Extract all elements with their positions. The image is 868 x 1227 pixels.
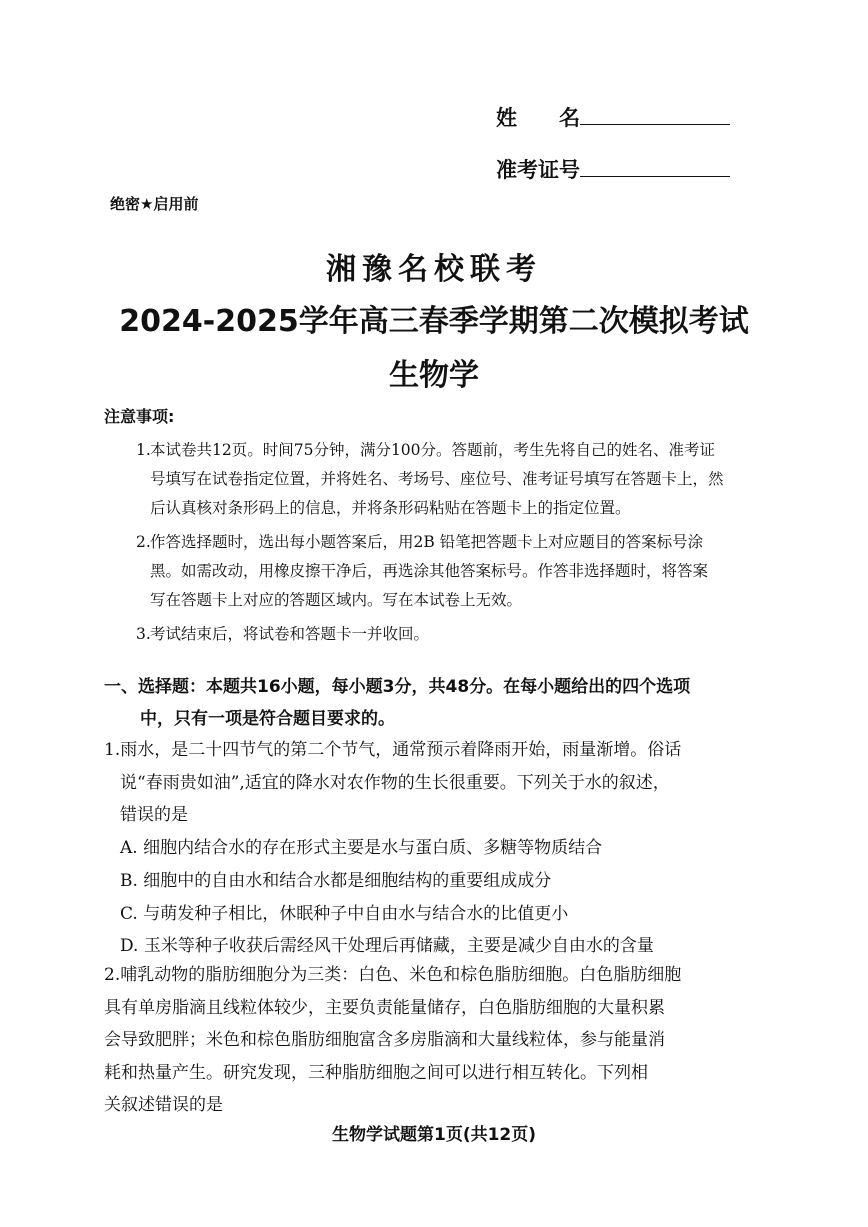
question-1 <box>104 734 768 832</box>
exam-id-field <box>496 154 730 184</box>
notice-heading: 注意事项: <box>104 407 175 426</box>
section-heading <box>104 671 760 735</box>
question-line: 关叙述错误的是 <box>104 1095 223 1115</box>
notice-num: 2. <box>136 533 151 551</box>
notice-num: 3. <box>136 625 151 643</box>
notice-line: 本试卷共12页。时间75分钟，满分100分。答题前，考生先将自己的姓名、准考证 <box>150 441 716 459</box>
notice-item-3 <box>136 620 756 649</box>
page-footer: 生物学试题第1页(共12页) <box>331 1125 537 1145</box>
notice-num: 1. <box>136 441 151 459</box>
question-line: 错误的是 <box>120 805 188 825</box>
notice-item-1 <box>136 436 756 523</box>
notice-line: 作答选择题时，选出每小题答案后，用2B 铅笔把答题卡上对应题目的答案标号涂 <box>150 533 704 551</box>
question-2 <box>104 959 768 1122</box>
exam-id-label: 准考证号 <box>496 158 580 182</box>
exam-id-blank[interactable] <box>580 154 730 177</box>
option-d: D. 玉米等种子收获后需经风干处理后再储藏，主要是减少自由水的含量 <box>120 936 654 956</box>
notice-item-2 <box>136 528 756 615</box>
question-line: 耗和热量产生。研究发现，三种脂肪细胞之间可以进行相互转化。下列相 <box>104 1062 648 1083</box>
question-line: 具有单房脂滴且线粒体较少，主要负责能量储存，白色脂肪细胞的大量积累 <box>104 997 665 1018</box>
exam-title-subject: 生物学 <box>389 358 479 393</box>
question-line: 1.雨水，是二十四节气的第二个节气，通常预示着降雨开始，雨量渐增。俗话 <box>104 740 682 760</box>
notice-line: 后认真核对条形码上的信息，并将条形码粘贴在答题卡上的指定位置。 <box>150 499 631 517</box>
exam-title-term: 2024-2025学年高三春季学期第二次模拟考试 <box>119 304 749 339</box>
notice-line: 考试结束后，将试卷和答题卡一并收回。 <box>150 625 430 643</box>
notice-line: 号填写在试卷指定位置，并将姓名、考场号、座位号、准考证号填写在答题卡上，然 <box>150 470 724 488</box>
exam-title-school: 湘豫名校联考 <box>326 252 542 287</box>
question-line: 说“春雨贵如油”,适宜的降水对农作物的生长很重要。下列关于水的叙述， <box>120 772 670 793</box>
option-c: C. 与萌发种子相比，休眠种子中自由水与结合水的比值更小 <box>120 904 569 924</box>
name-label: 姓 名 <box>496 106 580 130</box>
notice-line: 黑。如需改动，用橡皮擦干净后，再选涂其他答案标号。作答非选择题时，将答案 <box>150 562 709 580</box>
notice-line: 写在答题卡上对应的答题区域内。写在本试卷上无效。 <box>150 591 523 609</box>
question-line: 会导致肥胖；米色和棕色脂肪细胞富含多房脂滴和大量线粒体，参与能量消 <box>104 1030 665 1050</box>
option-a: A. 细胞内结合水的存在形式主要是水与蛋白质、多糖等物质结合 <box>120 838 603 858</box>
question-line: 2.哺乳动物的脂肪细胞分为三类：白色、米色和棕色脂肪细胞。白色脂肪细胞 <box>104 965 682 985</box>
secret-mark: 绝密★启用前 <box>110 195 199 213</box>
name-blank[interactable] <box>580 102 730 125</box>
option-b: B. 细胞中的自由水和结合水都是细胞结构的重要组成成分 <box>120 871 552 891</box>
section-line: 一、选择题：本题共16小题，每小题3分，共48分。在每小题给出的四个选项 <box>104 677 691 697</box>
section-line: 中，只有一项是符合题目要求的。 <box>140 709 395 729</box>
name-field <box>496 102 730 132</box>
